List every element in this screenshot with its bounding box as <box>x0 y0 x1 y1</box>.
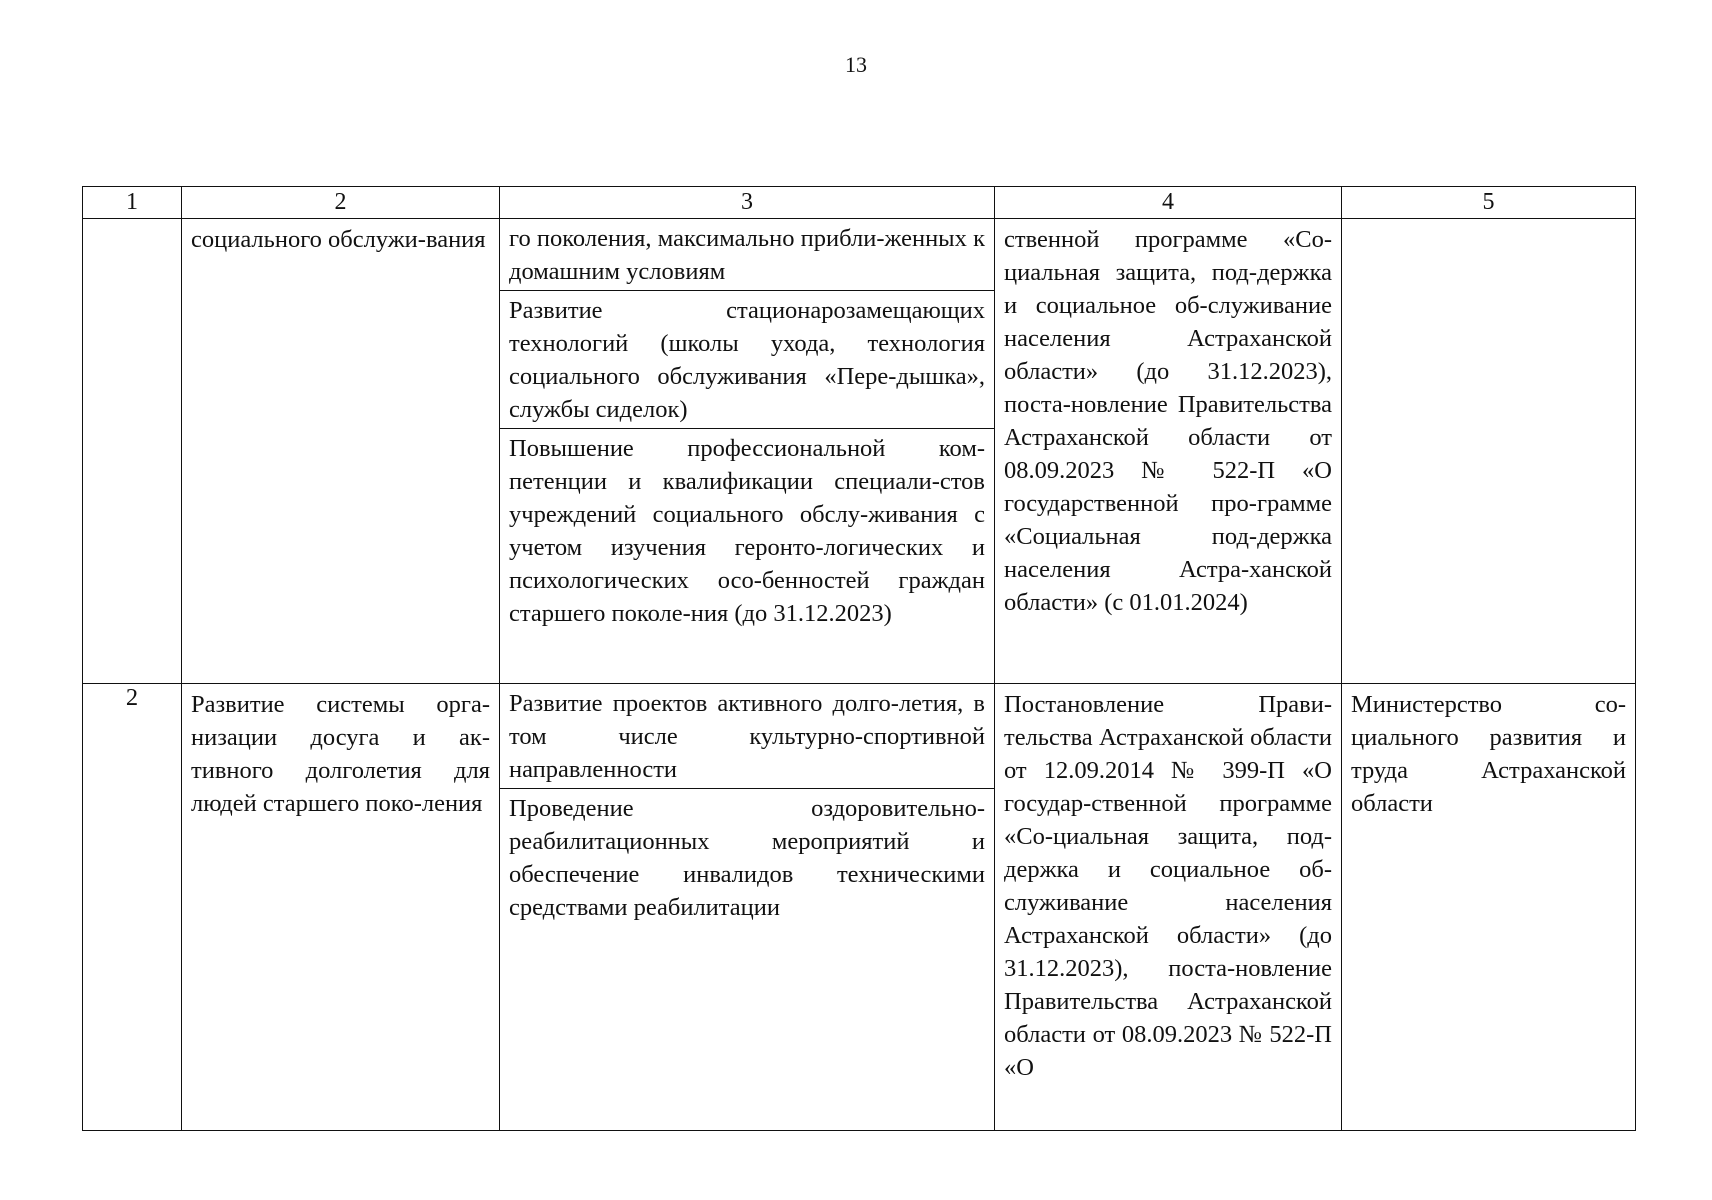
column-number-header-row <box>83 187 1636 219</box>
row-number <box>83 219 182 684</box>
responsible-cell <box>1342 684 1636 1131</box>
legal-basis-cell <box>995 219 1342 684</box>
measure-item: Развитие проектов активного долго-летия, в том числе культурно-спортивной направленности <box>509 690 985 783</box>
column-number-3: 3 <box>500 187 995 219</box>
measure-item: Развитие стационарозамещающих технологий (школы ухода, технология социального обслуживания «Пере-дышка», службы сиделок) <box>500 290 994 428</box>
table-row <box>83 684 1636 1131</box>
column-number-2: 2 <box>182 187 500 219</box>
measure-item: Повышение профессиональной ком-петенции и квалификации специали-стов учреждений социального обслу-живания с учетом изучения геронто-логических и психологических осо-бенностей граждан старшего поколе-ния (до 31.12.2023) <box>500 428 994 632</box>
page-number: 13 <box>845 52 867 77</box>
measure-item: Проведение оздоровительно-реабилитационных мероприятий и обеспечение инвалидов техническими средствами реабилитации <box>500 788 994 926</box>
column-number-4: 4 <box>995 187 1342 219</box>
column-number-1: 1 <box>83 187 182 219</box>
program-table <box>82 186 1636 1131</box>
legal-basis-text: Постановление Прави-тельства Астраханской области от 12.09.2014 № 399-П «О государ-ственной программе «Со-циальная защита, под-держка и социальное об-служивание населения Астраханской области» (до 31.12.2023), поста-новление Правительства Астраханской области от 08.09.2023 № 522-П «О <box>1004 691 1332 1081</box>
direction-cell <box>182 684 500 1131</box>
table-row <box>83 219 1636 684</box>
responsible-text <box>1342 219 1635 225</box>
column-number-5: 5 <box>1342 187 1636 219</box>
measure-item: го поколения, максимально прибли-женных к домашним условиям <box>509 225 985 285</box>
measures-cell <box>500 684 995 1131</box>
row-number: 2 <box>83 684 182 1131</box>
direction-cell <box>182 219 500 684</box>
direction-text: Развитие системы орга-низации досуга и ак-тивного долголетия для людей старшего поко-ления <box>191 691 490 817</box>
direction-text: социального обслужи-вания <box>191 226 486 253</box>
legal-basis-text: ственной программе «Со-циальная защита, под-держка и социальное об-служивание населения Астраханской области» (до 31.12.2023), поста-новление Правительства Астраханской области от 08.09.2023 № 522-П «О государственной про-грамме «Социальная под-держка населения Астра-ханской области» (с 01.01.2024) <box>1004 226 1332 616</box>
responsible-cell <box>1342 219 1636 684</box>
measures-cell <box>500 219 995 684</box>
legal-basis-cell <box>995 684 1342 1131</box>
responsible-text: Министерство со-циального развития и труда Астраханской области <box>1351 691 1626 817</box>
